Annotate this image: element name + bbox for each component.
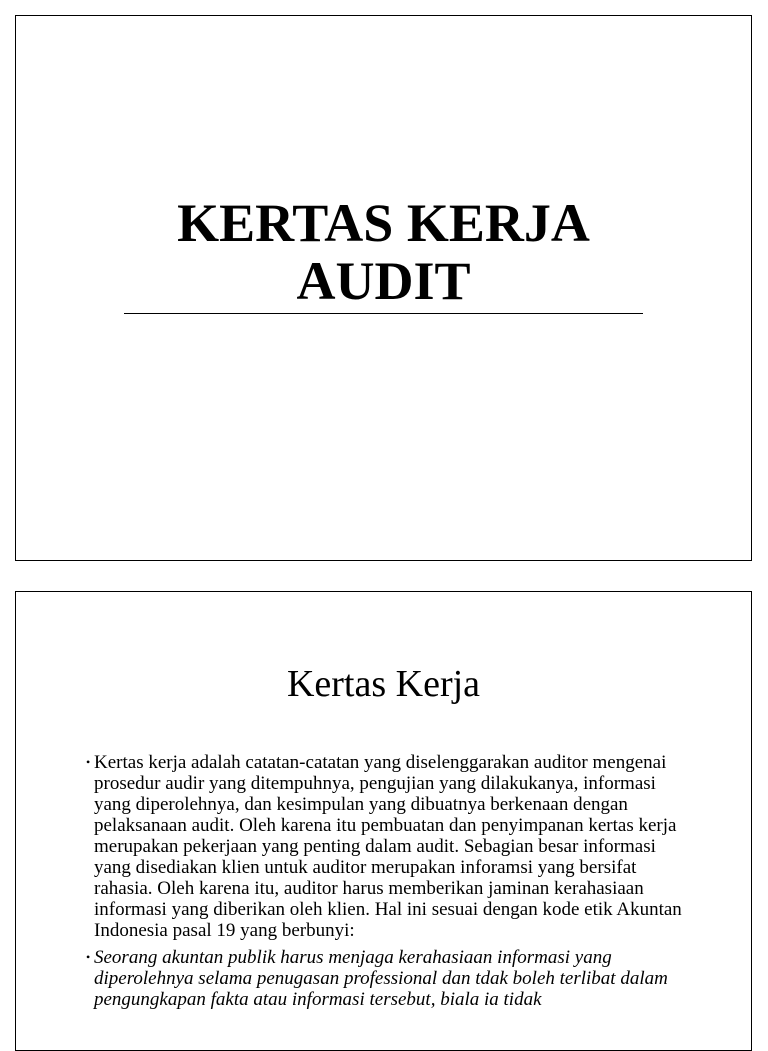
slide-kertas-kerja bbox=[15, 591, 752, 1051]
bullet-text: Seorang akuntan publik harus menjaga kerahasiaan informasi yang diperolehnya selama penugasan professional dan tdak boleh terlibat dalam pengungkapan fakta atau informasi tersebut, biala ia tidak bbox=[94, 947, 668, 1010]
title-line-1: KERTAS KERJA bbox=[177, 193, 590, 253]
title-underline-divider bbox=[124, 313, 643, 314]
bullet-dot-icon: • bbox=[86, 755, 91, 769]
slide-title-heading bbox=[16, 194, 751, 310]
slide-heading: Kertas Kerja bbox=[286, 663, 481, 705]
slide-title bbox=[15, 15, 752, 561]
title-line-2: AUDIT bbox=[296, 251, 471, 311]
bullet-list bbox=[86, 752, 696, 1016]
bullet-text: Kertas kerja adalah catatan-catatan yang diselenggarakan auditor mengenai prosedur audir yang ditempuhnya, pengujian yang dilakukanya, informasi yang diperolehnya, dan kesimpulan yang dibuatnya berkenaan dengan pelaksanaan audit. Oleh karena itu pembuatan dan penyimpanan kertas kerja merupakan pekerjaan yang penting dalam audit. Sebagian besar informasi yang disediakan klien untuk auditor merupakan inforamsi yang bersifat rahasia. Oleh karena itu, auditor harus memberikan jaminan kerahasiaan informasi yang diberikan oleh klien. Hal ini sesuai dengan kode etik Akuntan Indonesia pasal 19 yang berbunyi: bbox=[94, 752, 682, 941]
bullet-dot-icon: • bbox=[86, 950, 91, 964]
bullet-item-definition bbox=[86, 752, 696, 941]
bullet-item-quote bbox=[86, 947, 696, 1010]
